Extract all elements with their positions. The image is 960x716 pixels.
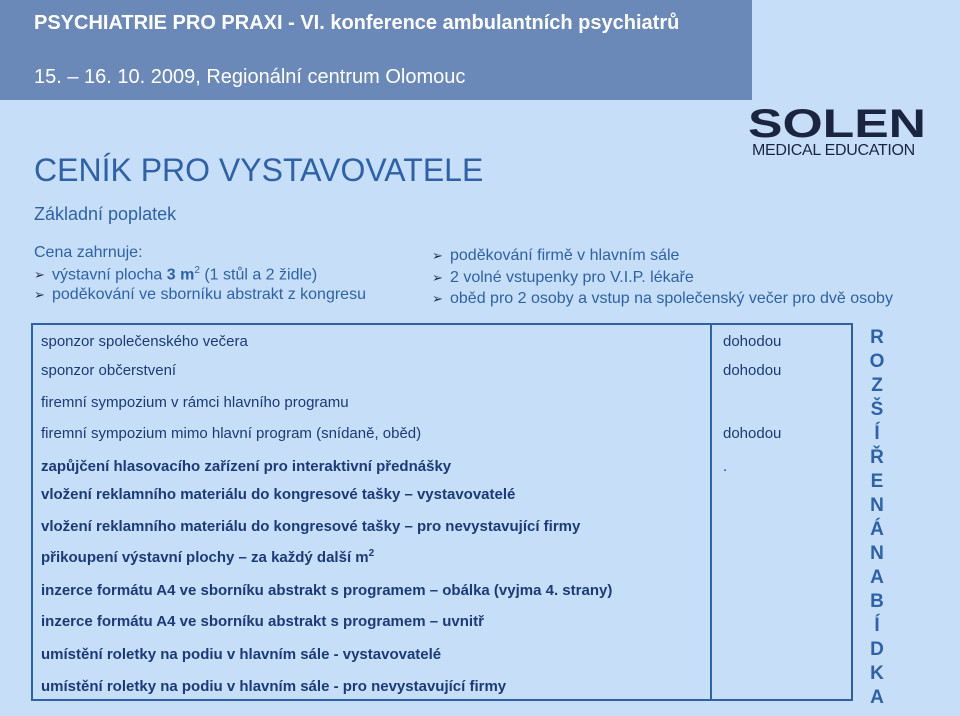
conference-date-venue: 15. – 16. 10. 2009, Regionální centrum Olomouc (34, 66, 466, 88)
arrow-bullet-icon: ➢ (34, 267, 45, 283)
logo-subtitle: MEDICAL EDUCATION (752, 142, 915, 159)
sidebar-letter: K (870, 663, 884, 684)
table-row-price: dohodou (723, 362, 782, 379)
includes-item: ➢ oběd pro 2 osoby a vstup na společenský večer pro dvě osoby (432, 290, 893, 307)
sidebar-letter: N (870, 543, 884, 564)
sidebar-letter: Š (870, 399, 884, 420)
includes-left (34, 244, 366, 307)
table-row-label: firemní sympozium v rámci hlavního programu (41, 394, 349, 411)
sidebar-letter: A (870, 567, 884, 588)
includes-right (432, 247, 893, 312)
table-row-label: sponzor společenského večera (41, 333, 248, 350)
table-row-label: sponzor občerstvení (41, 362, 177, 379)
column-divider (710, 325, 712, 699)
table-row-price: . (723, 458, 728, 475)
table-row-label: umístění roletky na podiu v hlavním sále - vystavovatelé (41, 646, 442, 663)
table-row-label: firemní sympozium mimo hlavní program (snídaně, oběd) (41, 425, 422, 442)
logo-wordmark: SOLEN (748, 104, 926, 144)
sidebar-letter: O (869, 351, 885, 372)
table-row-label: inzerce formátu A4 ve sborníku abstrakt s programem – obálka (vyjma 4. strany) (41, 582, 613, 599)
includes-heading: Cena zahrnuje: (34, 244, 143, 261)
page-subtitle: Základní poplatek (34, 204, 177, 224)
header-band (0, 0, 752, 100)
sidebar-letter: N (870, 495, 884, 516)
sidebar-letter: R (870, 327, 884, 348)
sidebar-letter: Í (874, 423, 880, 444)
table-row-price: dohodou (723, 425, 782, 442)
arrow-bullet-icon: ➢ (432, 291, 443, 306)
page-title: CENÍK PRO VYSTAVOVATELE (34, 152, 484, 188)
table-row-label: zapůjčení hlasovacího zařízení pro interaktivní přednášky (41, 458, 452, 475)
sidebar-letter: A (870, 687, 884, 708)
table-row-label: vložení reklamního materiálu do kongresové tašky – pro nevystavující firmy (41, 518, 581, 535)
includes-item: ➢ poděkování ve sborníku abstrakt z kongresu (34, 286, 366, 303)
table-row-label: inzerce formátu A4 ve sborníku abstrakt s programem – uvnitř (41, 613, 484, 630)
sidebar-letter: Z (871, 375, 883, 396)
table-row-price: dohodou (723, 333, 782, 350)
price-table (31, 323, 853, 701)
sidebar-letter: B (870, 591, 884, 612)
sidebar-letter: D (870, 639, 884, 660)
includes-item: ➢ poděkování firmě v hlavním sále (432, 247, 680, 264)
arrow-bullet-icon: ➢ (432, 269, 443, 285)
conference-title: PSYCHIATRIE PRO PRAXI - VI. konference ambulantních psychiatrů (34, 12, 680, 34)
sidebar-letter: Í (874, 615, 880, 636)
sidebar-letter: Ř (870, 447, 884, 468)
arrow-bullet-icon: ➢ (34, 287, 45, 302)
arrow-bullet-icon: ➢ (432, 248, 443, 263)
table-row-label: přikoupení výstavní plochy – za každý další $m^2$ (41, 548, 375, 566)
table-row-label: vložení reklamního materiálu do kongresové tašky – vystavovatelé (41, 486, 516, 503)
solen-logo (748, 104, 928, 144)
table-row-label: umístění roletky na podiu v hlavním sále - pro nevystavující firmy (41, 678, 507, 695)
sidebar-letter: Á (870, 519, 884, 540)
includes-item: ➢ výstavní plocha 3 $m^2$ (1 stůl a 2 židle) (34, 265, 318, 284)
sidebar-letter: E (870, 471, 884, 492)
includes-item: ➢ 2 volné vstupenky pro V.I.P. lékaře (432, 268, 694, 286)
extended-offer-vertical-label (862, 326, 892, 708)
